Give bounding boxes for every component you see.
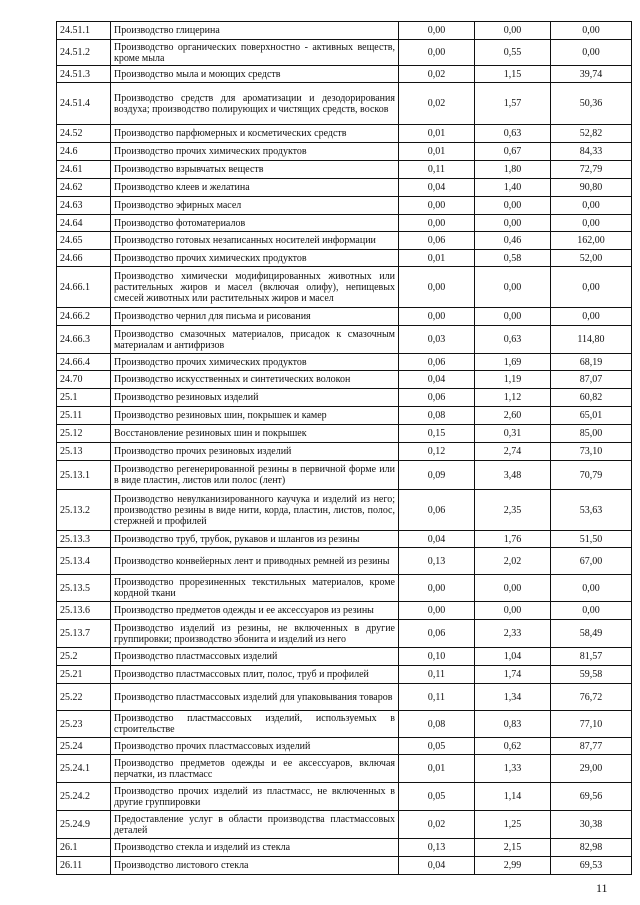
row-name: Производство резиновых изделий — [111, 389, 399, 407]
row-code: 25.13.5 — [57, 575, 111, 602]
row-value-1: 0,05 — [399, 783, 475, 811]
table-row — [57, 232, 632, 250]
row-code: 25.24.9 — [57, 811, 111, 839]
table-row — [57, 575, 632, 602]
row-value-1: 0,02 — [399, 83, 475, 125]
row-value-1: 0,08 — [399, 711, 475, 738]
row-value-3: 52,00 — [551, 250, 632, 267]
row-name: Производство пластмассовых изделий для упаковывания товаров — [111, 684, 399, 711]
row-value-2: 0,00 — [475, 308, 551, 326]
table-row — [57, 40, 632, 66]
row-value-2: 1,80 — [475, 161, 551, 179]
row-value-2: 1,12 — [475, 389, 551, 407]
row-code: 24.61 — [57, 161, 111, 179]
row-value-3: 162,00 — [551, 232, 632, 250]
table-row — [57, 684, 632, 711]
table-row — [57, 425, 632, 443]
row-code: 25.23 — [57, 711, 111, 738]
row-value-3: 0,00 — [551, 602, 632, 620]
row-code: 24.70 — [57, 371, 111, 389]
row-value-2: 0,00 — [475, 267, 551, 308]
row-name: Производство прочих химических продуктов — [111, 354, 399, 371]
row-value-3: 69,56 — [551, 783, 632, 811]
table-row — [57, 22, 632, 40]
row-name: Производство резиновых шин, покрышек и камер — [111, 407, 399, 425]
row-value-3: 60,82 — [551, 389, 632, 407]
row-name: Производство прочих пластмассовых изделий — [111, 738, 399, 755]
row-name: Производство стекла и изделий из стекла — [111, 839, 399, 857]
row-value-1: 0,01 — [399, 125, 475, 143]
row-value-1: 0,08 — [399, 407, 475, 425]
table-row — [57, 711, 632, 738]
row-value-3: 72,79 — [551, 161, 632, 179]
row-value-2: 0,62 — [475, 738, 551, 755]
row-code: 24.51.4 — [57, 83, 111, 125]
row-value-3: 65,01 — [551, 407, 632, 425]
row-code: 25.2 — [57, 648, 111, 666]
table-row — [57, 783, 632, 811]
row-code: 24.66.1 — [57, 267, 111, 308]
row-name: Производство пластмассовых изделий — [111, 648, 399, 666]
table-row — [57, 490, 632, 531]
row-name: Производство клеев и желатина — [111, 179, 399, 197]
row-value-1: 0,13 — [399, 839, 475, 857]
row-code: 24.51.3 — [57, 66, 111, 83]
row-value-3: 87,77 — [551, 738, 632, 755]
row-value-3: 84,33 — [551, 143, 632, 161]
row-value-1: 0,10 — [399, 648, 475, 666]
row-code: 25.24.2 — [57, 783, 111, 811]
row-value-2: 0,00 — [475, 215, 551, 232]
row-code: 25.22 — [57, 684, 111, 711]
row-name: Производство предметов одежды и ее аксессуаров из резины — [111, 602, 399, 620]
row-value-1: 0,04 — [399, 531, 475, 548]
table-row — [57, 161, 632, 179]
row-value-3: 82,98 — [551, 839, 632, 857]
row-value-1: 0,00 — [399, 308, 475, 326]
row-value-3: 90,80 — [551, 179, 632, 197]
table-row — [57, 83, 632, 125]
row-value-3: 29,00 — [551, 755, 632, 783]
row-value-2: 1,57 — [475, 83, 551, 125]
row-name: Производство изделий из резины, не включенных в другие группировки; производство эбонита и изделий из него — [111, 620, 399, 648]
row-code: 24.52 — [57, 125, 111, 143]
row-value-2: 3,48 — [475, 461, 551, 490]
table-row — [57, 308, 632, 326]
table-row — [57, 250, 632, 267]
row-value-2: 1,34 — [475, 684, 551, 711]
row-code: 24.51.2 — [57, 40, 111, 66]
row-value-3: 0,00 — [551, 40, 632, 66]
row-value-3: 68,19 — [551, 354, 632, 371]
row-value-2: 0,00 — [475, 22, 551, 40]
row-value-3: 52,82 — [551, 125, 632, 143]
row-value-2: 1,74 — [475, 666, 551, 684]
row-value-2: 1,33 — [475, 755, 551, 783]
row-value-3: 59,58 — [551, 666, 632, 684]
row-value-1: 0,06 — [399, 354, 475, 371]
row-code: 25.13.6 — [57, 602, 111, 620]
row-value-1: 0,04 — [399, 857, 475, 875]
row-value-3: 0,00 — [551, 267, 632, 308]
row-name: Производство конвейерных лент и приводных ремней из резины — [111, 548, 399, 575]
row-name: Производство взрывчатых веществ — [111, 161, 399, 179]
row-code: 25.13 — [57, 443, 111, 461]
row-value-3: 50,36 — [551, 83, 632, 125]
row-code: 26.1 — [57, 839, 111, 857]
table-row — [57, 620, 632, 648]
table-row — [57, 371, 632, 389]
row-code: 24.66.3 — [57, 326, 111, 354]
table-row — [57, 738, 632, 755]
row-code: 25.12 — [57, 425, 111, 443]
row-value-1: 0,06 — [399, 490, 475, 531]
table-row — [57, 755, 632, 783]
row-code: 25.24.1 — [57, 755, 111, 783]
row-name: Производство предметов одежды и ее аксессуаров, включая перчатки, из пластмасс — [111, 755, 399, 783]
row-value-2: 0,58 — [475, 250, 551, 267]
row-name: Производство глицерина — [111, 22, 399, 40]
row-name: Производство эфирных масел — [111, 197, 399, 215]
row-value-2: 1,69 — [475, 354, 551, 371]
table-row — [57, 215, 632, 232]
row-value-3: 67,00 — [551, 548, 632, 575]
row-value-2: 1,15 — [475, 66, 551, 83]
row-value-3: 0,00 — [551, 215, 632, 232]
row-value-2: 1,25 — [475, 811, 551, 839]
row-value-1: 0,02 — [399, 811, 475, 839]
row-value-3: 0,00 — [551, 308, 632, 326]
table-row — [57, 648, 632, 666]
row-name: Производство пластмассовых плит, полос, труб и профилей — [111, 666, 399, 684]
table-row — [57, 125, 632, 143]
table-row — [57, 461, 632, 490]
row-code: 25.13.1 — [57, 461, 111, 490]
row-value-3: 0,00 — [551, 575, 632, 602]
row-code: 24.65 — [57, 232, 111, 250]
table-row — [57, 66, 632, 83]
row-value-1: 0,00 — [399, 602, 475, 620]
row-name: Производство фотоматериалов — [111, 215, 399, 232]
row-value-1: 0,00 — [399, 215, 475, 232]
row-name: Производство мыла и моющих средств — [111, 66, 399, 83]
row-code: 25.24 — [57, 738, 111, 755]
row-name: Производство готовых незаписанных носителей информации — [111, 232, 399, 250]
row-value-3: 73,10 — [551, 443, 632, 461]
row-value-2: 2,35 — [475, 490, 551, 531]
table-row — [57, 197, 632, 215]
row-name: Производство труб, трубок, рукавов и шлангов из резины — [111, 531, 399, 548]
table-row — [57, 602, 632, 620]
row-value-3: 58,49 — [551, 620, 632, 648]
table-row — [57, 443, 632, 461]
row-name: Производство прочих изделий из пластмасс, не включенных в другие группировки — [111, 783, 399, 811]
row-value-1: 0,04 — [399, 371, 475, 389]
row-value-2: 0,83 — [475, 711, 551, 738]
page-number: 11 — [596, 881, 608, 895]
row-value-1: 0,11 — [399, 161, 475, 179]
row-name: Производство прочих химических продуктов — [111, 250, 399, 267]
table-row — [57, 389, 632, 407]
row-value-3: 53,63 — [551, 490, 632, 531]
row-value-1: 0,01 — [399, 250, 475, 267]
row-value-1: 0,06 — [399, 620, 475, 648]
row-code: 24.6 — [57, 143, 111, 161]
row-value-1: 0,02 — [399, 66, 475, 83]
data-table — [56, 21, 632, 875]
row-code: 24.66.2 — [57, 308, 111, 326]
row-name: Производство органических поверхностно - активных веществ, кроме мыла — [111, 40, 399, 66]
row-value-2: 1,19 — [475, 371, 551, 389]
row-name: Производство прорезиненных текстильных материалов, кроме кордной ткани — [111, 575, 399, 602]
row-code: 25.13.3 — [57, 531, 111, 548]
row-value-3: 0,00 — [551, 197, 632, 215]
row-code: 26.11 — [57, 857, 111, 875]
row-value-3: 81,57 — [551, 648, 632, 666]
row-value-2: 0,00 — [475, 197, 551, 215]
row-value-3: 39,74 — [551, 66, 632, 83]
row-name: Производство искусственных и синтетических волокон — [111, 371, 399, 389]
row-name: Производство смазочных материалов, присадок к смазочным материалам и антифризов — [111, 326, 399, 354]
table-row — [57, 326, 632, 354]
table-row — [57, 666, 632, 684]
row-name: Производство парфюмерных и косметических средств — [111, 125, 399, 143]
row-code: 24.66.4 — [57, 354, 111, 371]
row-value-2: 0,67 — [475, 143, 551, 161]
row-name: Производство средств для ароматизации и дезодорирования воздуха; производство полирующих и чистящих средств, восков — [111, 83, 399, 125]
row-value-1: 0,11 — [399, 666, 475, 684]
row-value-1: 0,06 — [399, 389, 475, 407]
table-row — [57, 811, 632, 839]
row-value-2: 0,55 — [475, 40, 551, 66]
table-body — [57, 22, 632, 875]
table-row — [57, 179, 632, 197]
table-row — [57, 267, 632, 308]
row-value-1: 0,01 — [399, 143, 475, 161]
row-value-1: 0,09 — [399, 461, 475, 490]
row-code: 24.62 — [57, 179, 111, 197]
row-value-2: 2,74 — [475, 443, 551, 461]
row-code: 24.64 — [57, 215, 111, 232]
row-value-2: 2,15 — [475, 839, 551, 857]
row-value-3: 76,72 — [551, 684, 632, 711]
row-value-3: 69,53 — [551, 857, 632, 875]
row-value-3: 0,00 — [551, 22, 632, 40]
row-value-2: 1,40 — [475, 179, 551, 197]
row-value-2: 1,04 — [475, 648, 551, 666]
row-value-1: 0,00 — [399, 575, 475, 602]
row-name: Производство химически модифицированных животных или растительных жиров и масел (включая олифу), непищевых смесей животных или растительных жиров и масел — [111, 267, 399, 308]
row-value-2: 2,02 — [475, 548, 551, 575]
row-value-3: 30,38 — [551, 811, 632, 839]
table-row — [57, 407, 632, 425]
row-value-2: 0,00 — [475, 575, 551, 602]
row-code: 24.51.1 — [57, 22, 111, 40]
row-value-1: 0,04 — [399, 179, 475, 197]
row-code: 25.13.7 — [57, 620, 111, 648]
row-name: Производство пластмассовых изделий, используемых в строительстве — [111, 711, 399, 738]
row-value-2: 0,46 — [475, 232, 551, 250]
row-value-2: 0,00 — [475, 602, 551, 620]
row-value-2: 1,76 — [475, 531, 551, 548]
row-name: Производство прочих резиновых изделий — [111, 443, 399, 461]
row-name: Производство невулканизированного каучука и изделий из него; производство резины в виде нити, корда, пластин, листов, полос, стержней и профилей — [111, 490, 399, 531]
table-row — [57, 531, 632, 548]
row-value-1: 0,03 — [399, 326, 475, 354]
row-value-1: 0,00 — [399, 40, 475, 66]
row-name: Производство чернил для письма и рисования — [111, 308, 399, 326]
row-value-1: 0,00 — [399, 22, 475, 40]
row-value-2: 2,60 — [475, 407, 551, 425]
row-name: Производство регенерированной резины в первичной форме или в виде пластин, листов или полос (лент) — [111, 461, 399, 490]
row-name: Восстановление резиновых шин и покрышек — [111, 425, 399, 443]
row-value-1: 0,11 — [399, 684, 475, 711]
row-name: Производство прочих химических продуктов — [111, 143, 399, 161]
row-value-2: 2,99 — [475, 857, 551, 875]
row-code: 24.63 — [57, 197, 111, 215]
row-value-2: 0,31 — [475, 425, 551, 443]
row-value-1: 0,15 — [399, 425, 475, 443]
row-code: 25.1 — [57, 389, 111, 407]
row-value-3: 114,80 — [551, 326, 632, 354]
table-row — [57, 839, 632, 857]
row-value-2: 1,14 — [475, 783, 551, 811]
row-value-1: 0,00 — [399, 267, 475, 308]
row-value-3: 77,10 — [551, 711, 632, 738]
row-name: Предоставление услуг в области производства пластмассовых деталей — [111, 811, 399, 839]
row-code: 25.13.2 — [57, 490, 111, 531]
row-value-2: 0,63 — [475, 326, 551, 354]
row-value-2: 0,63 — [475, 125, 551, 143]
table-row — [57, 143, 632, 161]
row-value-3: 51,50 — [551, 531, 632, 548]
row-code: 25.13.4 — [57, 548, 111, 575]
row-value-1: 0,13 — [399, 548, 475, 575]
row-value-3: 70,79 — [551, 461, 632, 490]
table-row — [57, 857, 632, 875]
row-name: Производство листового стекла — [111, 857, 399, 875]
row-code: 25.21 — [57, 666, 111, 684]
row-value-2: 2,33 — [475, 620, 551, 648]
row-value-3: 87,07 — [551, 371, 632, 389]
row-value-1: 0,12 — [399, 443, 475, 461]
row-value-1: 0,06 — [399, 232, 475, 250]
row-code: 25.11 — [57, 407, 111, 425]
table-row — [57, 354, 632, 371]
table-row — [57, 548, 632, 575]
row-code: 24.66 — [57, 250, 111, 267]
row-value-1: 0,01 — [399, 755, 475, 783]
row-value-1: 0,05 — [399, 738, 475, 755]
row-value-3: 85,00 — [551, 425, 632, 443]
row-value-1: 0,00 — [399, 197, 475, 215]
